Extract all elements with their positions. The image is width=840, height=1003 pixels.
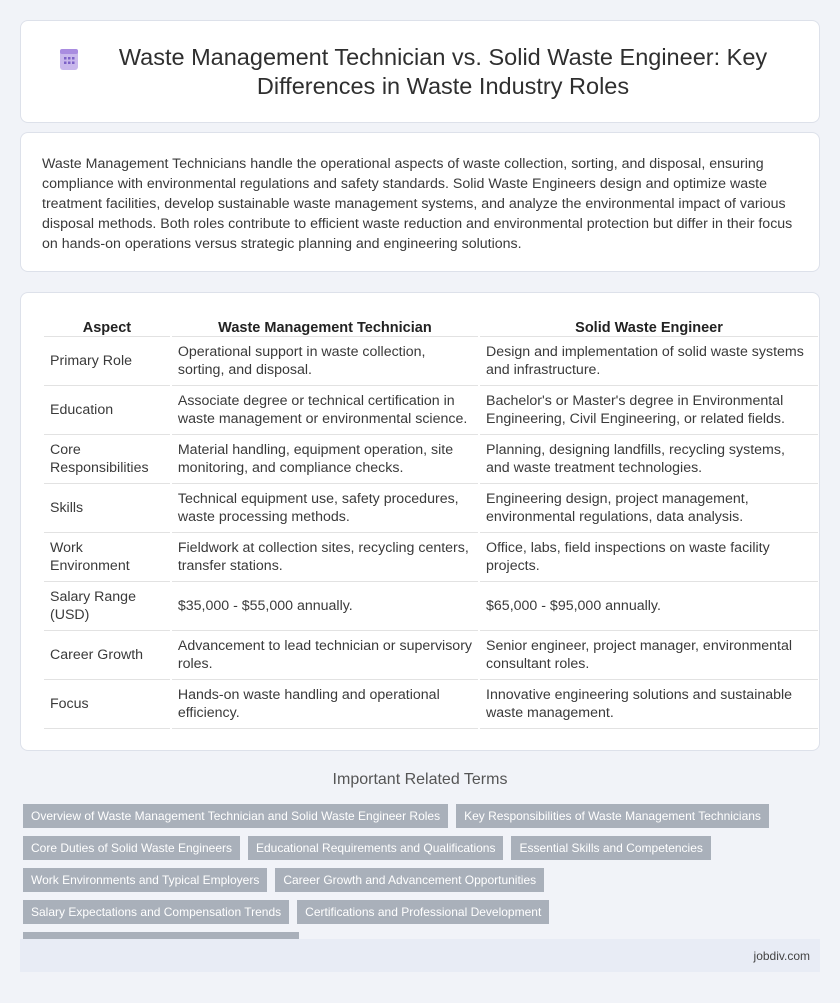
technician-cell: $35,000 - $55,000 annually. bbox=[172, 582, 478, 631]
related-term-link[interactable]: Essential Skills and Competencies bbox=[511, 836, 710, 860]
aspect-cell: Skills bbox=[44, 484, 170, 533]
aspect-cell: Primary Role bbox=[44, 337, 170, 386]
engineer-cell: Office, labs, field inspections on waste facility projects. bbox=[480, 533, 818, 582]
table-row bbox=[44, 337, 818, 386]
footer bbox=[20, 939, 820, 972]
table-row bbox=[44, 435, 818, 484]
table-row bbox=[44, 680, 818, 729]
aspect-cell: Focus bbox=[44, 680, 170, 729]
technician-cell: Operational support in waste collection, sorting, and disposal. bbox=[172, 337, 478, 386]
technician-cell: Associate degree or technical certification in waste management or environmental science. bbox=[172, 386, 478, 435]
related-term-link[interactable]: Salary Expectations and Compensation Trends bbox=[23, 900, 289, 924]
aspect-cell: Work Environment bbox=[44, 533, 170, 582]
table-row bbox=[44, 582, 818, 631]
comparison-table bbox=[42, 313, 820, 729]
related-terms-list bbox=[23, 804, 813, 956]
related-term-link[interactable]: Overview of Waste Management Technician and Solid Waste Engineer Roles bbox=[23, 804, 448, 828]
engineer-cell: Senior engineer, project manager, environmental consultant roles. bbox=[480, 631, 818, 680]
column-header-technician: Waste Management Technician bbox=[172, 313, 478, 337]
page-title: Waste Management Technician vs. Solid Waste Engineer: Key Differences in Waste Industry Roles bbox=[118, 44, 768, 99]
table-header-row bbox=[44, 313, 818, 337]
table-row bbox=[44, 484, 818, 533]
technician-cell: Hands-on waste handling and operational efficiency. bbox=[172, 680, 478, 729]
aspect-cell: Education bbox=[44, 386, 170, 435]
header-card bbox=[20, 20, 820, 123]
column-header-aspect: Aspect bbox=[44, 313, 170, 337]
related-term-link[interactable]: Work Environments and Typical Employers bbox=[23, 868, 267, 892]
table-row bbox=[44, 631, 818, 680]
related-term-link[interactable]: Certifications and Professional Development bbox=[297, 900, 549, 924]
engineer-cell: $65,000 - $95,000 annually. bbox=[480, 582, 818, 631]
related-term-link[interactable]: Career Growth and Advancement Opportunities bbox=[275, 868, 544, 892]
title-wrap bbox=[21, 43, 819, 101]
related-term-link[interactable]: Educational Requirements and Qualifications bbox=[248, 836, 503, 860]
engineer-cell: Innovative engineering solutions and sustainable waste management. bbox=[480, 680, 818, 729]
column-header-engineer: Solid Waste Engineer bbox=[480, 313, 818, 337]
technician-cell: Material handling, equipment operation, site monitoring, and compliance checks. bbox=[172, 435, 478, 484]
engineer-cell: Engineering design, project management, environmental regulations, data analysis. bbox=[480, 484, 818, 533]
aspect-cell: Salary Range (USD) bbox=[44, 582, 170, 631]
technician-cell: Advancement to lead technician or supervisory roles. bbox=[172, 631, 478, 680]
intro-card bbox=[20, 132, 820, 272]
building-icon bbox=[57, 47, 81, 71]
aspect-cell: Core Responsibilities bbox=[44, 435, 170, 484]
related-term-link[interactable]: Key Responsibilities of Waste Management Technicians bbox=[456, 804, 769, 828]
intro-paragraph: Waste Management Technicians handle the operational aspects of waste collection, sorting, and disposal, ensuring compliance with environmental regulations and safety standards. Solid Waste Engineers design and optimize waste treatment facilities, develop sustainable waste management systems, and analyze the environmental impact of various disposal methods. Both roles contribute to efficient waste reduction and environmental protection but differ in their focus on hands-on operations versus strategic planning and engineering solutions. bbox=[42, 156, 793, 252]
technician-cell: Technical equipment use, safety procedures, waste processing methods. bbox=[172, 484, 478, 533]
footer-site-link[interactable]: jobdiv.com bbox=[753, 949, 810, 963]
engineer-cell: Design and implementation of solid waste systems and infrastructure. bbox=[480, 337, 818, 386]
related-term-link[interactable]: Core Duties of Solid Waste Engineers bbox=[23, 836, 240, 860]
table-row bbox=[44, 386, 818, 435]
engineer-cell: Planning, designing landfills, recycling systems, and waste treatment technologies. bbox=[480, 435, 818, 484]
engineer-cell: Bachelor's or Master's degree in Environmental Engineering, Civil Engineering, or related fields. bbox=[480, 386, 818, 435]
related-terms-title: Important Related Terms bbox=[332, 771, 508, 788]
table-row bbox=[44, 533, 818, 582]
comparison-card bbox=[20, 292, 820, 751]
aspect-cell: Career Growth bbox=[44, 631, 170, 680]
technician-cell: Fieldwork at collection sites, recycling centers, transfer stations. bbox=[172, 533, 478, 582]
